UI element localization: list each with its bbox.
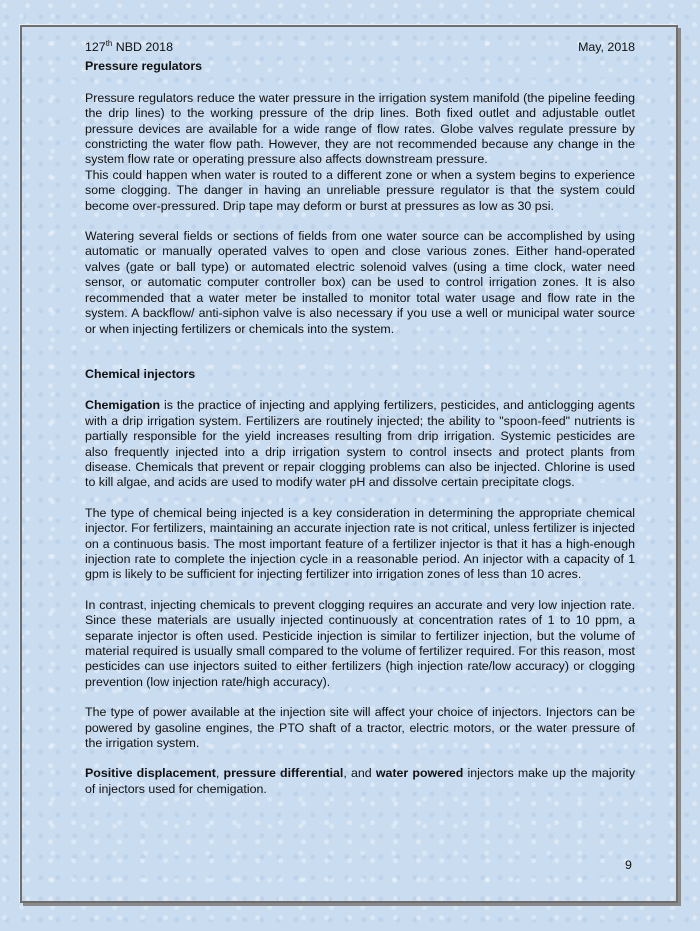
paragraph: This could happen when water is routed to a different zone or when a system begins to experience some clogging. The danger in having an unreliable pressure regulator is that the system could become over-pressured. Drip tape may deform or burst at pressures as low as 30 psi.	[85, 167, 635, 213]
paragraph: Chemigation is the practice of injecting and applying fertilizers, pesticides, and anticlogging agents with a drip irrigation system. Fertilizers are routinely injected; the ability to "spoon-feed" nutrients is partially responsible for the yield increases resulting from drip irrigation. Systemic pesticides are also frequently injected into a drip irrigation system to control insects and protect plants from disease. Chemicals that prevent or repair clogging problems can also be injected. Chlorine is used to kill algae, and acids are used to modify water pH and dissolve certain precipitate clogs.	[85, 398, 635, 490]
section-title-pressure-regulators: Pressure regulators	[85, 59, 203, 74]
paragraph: In contrast, injecting chemicals to prevent clogging requires an accurate and very low injection rate. Since these materials are usually injected continuously at concentration rates of 1 to 10 ppm, a separate injector is often used. Pesticide injection is similar to fertilizer injection, but the volume of material required is usually small compared to the volume of fertilizer required. For this reason, most pesticides can use injectors suited to either fertilizers (high injection rate/low accuracy) or clogging prevention (low injection rate/high accuracy).	[85, 597, 635, 689]
paragraph: The type of power available at the injection site will affect your choice of injectors. Injectors can be powered by gasoline engines, the PTO shaft of a tractor, electric motors, or the water pressure of the irrigation system.	[85, 705, 635, 751]
page-number: 9	[625, 858, 632, 872]
header-date: May, 2018	[578, 40, 635, 54]
paragraph: Positive displacement, pressure differential, and water powered injectors make up the majority of injectors used for chemigation.	[85, 766, 636, 796]
running-header	[85, 40, 635, 55]
paragraph: The type of chemical being injected is a key consideration in determining the appropriate chemical injector. For fertilizers, maintaining an accurate injection rate is not critical, unless fertilizer is injected on a continuous basis. The most important feature of a fertilizer injector is that it has a high-enough injection rate to complete the injection cycle in a reasonable period. An injector with a capacity of 1 gpm is likely to be sufficient for injecting fertilizer into irrigation zones of less than 10 acres.	[85, 505, 635, 582]
header-conference: 127th NBD 2018	[85, 38, 173, 54]
paragraph: Watering several fields or sections of fields from one water source can be accomplished by using automatic or manually operated valves to open and close various zones. Either hand-operated valves (gate or ball type) or automated electric solenoid valves (using a time clock, water need sensor, or automatic computer controller box) can be used to control irrigation zones. It is also recommended that a water meter be installed to monitor total water usage and flow rate in the system. A backflow/ anti-siphon valve is also necessary if you use a well or municipal water source or when injecting fertilizers or chemicals into the system.	[85, 229, 635, 336]
paragraph: Pressure regulators reduce the water pressure in the irrigation system manifold (the pipeline feeding the drip lines) to the working pressure of the drip lines. Both fixed outlet and adjustable outlet pressure devices are available for a wide range of flow rates. Globe valves regulate pressure by constricting the water flow path. However, they are not recommended because any change in the system flow rate or operating pressure also affects downstream pressure.	[85, 90, 635, 167]
section-title-chemical-injectors: Chemical injectors	[85, 366, 196, 381]
document-body	[85, 40, 635, 797]
